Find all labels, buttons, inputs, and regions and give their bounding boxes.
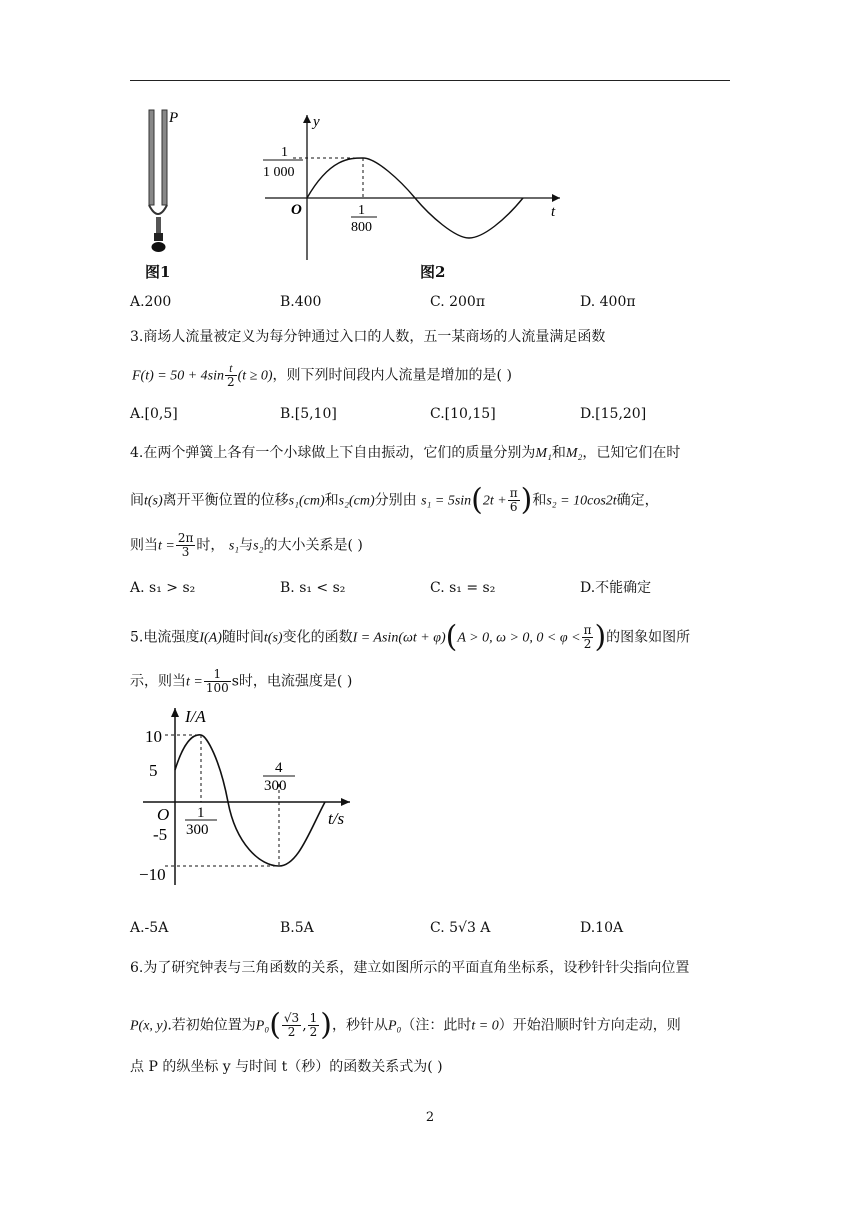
fig1-point-label: P	[169, 110, 179, 126]
q5-x1-num: 1	[197, 805, 205, 821]
q4-option-d: D.不能确定	[580, 580, 652, 596]
q5-x4-num: 4	[275, 760, 283, 776]
q5-t-label: t/s	[328, 809, 345, 828]
q5-y10: 10	[145, 727, 162, 746]
fig2-y-label: y	[313, 114, 320, 130]
q4-line1: 4.在两个弹簧上各有一个小球做上下自由振动，它们的质量分别为M₁和M₂，已知它们在时	[130, 445, 681, 461]
fig2-t-label: t	[551, 204, 556, 220]
q3-line2	[132, 362, 512, 389]
q3-option-d: D.[15,20]	[580, 406, 647, 422]
q5-option-a: A.-5A	[130, 920, 169, 936]
q5-y5: 5	[149, 761, 158, 780]
fig2-xtick-den: 800	[351, 220, 372, 235]
q5-x4-den: 300	[264, 778, 287, 794]
q3-formula-right: (t ≥ 0)	[237, 368, 273, 384]
q3-tail: ，则下列时间段内人流量是增加的是( )	[272, 367, 512, 384]
q2-option-c: C. 200π	[430, 294, 486, 310]
q6-line3: 点 P 的纵坐标 y 与时间 t（秒）的函数关系式为( )	[130, 1059, 443, 1075]
q5-line1: 5.电流强度I(A)随时间t(s)变化的函数I = Asin(ωt + φ)(A > 0, ω > 0, 0 < φ < $\frac{\pi}{2}$ )的图象如图所	[130, 619, 691, 655]
q5-origin: O	[157, 805, 170, 824]
q4-line3: 则当t = $\frac{2\pi}{3}$ 时， s₁与s₂的大小关系是( )	[130, 531, 363, 559]
q5-ym5: -5	[153, 825, 168, 844]
q3-fraction: $\frac{t}{2}$	[227, 361, 235, 389]
q5-option-d: D.10A	[580, 920, 624, 936]
fig2-sine-graph	[255, 110, 575, 265]
q2-option-b: B.400	[280, 294, 322, 310]
q3-option-c: C.[10,15]	[430, 406, 496, 422]
q6-line2: P(x, y).若初始位置为P₀( $\frac{√3}{2}$ , $\frac{1}{2}$ )，秒针从P₀（注：此时t = 0）开始沿顺时针方向走动，则	[130, 1007, 681, 1043]
q4-option-b: B. s₁ < s₂	[280, 580, 346, 596]
q4-line2: 间t(s)离开平衡位置的位移s₁(cm)和s₂(cm)分别由 s₁ = 5sin(2t + $\frac{\pi}{6}$ )和s₂ = 10cos2t确定，	[130, 482, 659, 518]
q4-option-a: A. s₁ > s₂	[130, 580, 196, 596]
fig2-xtick-num: 1	[358, 203, 365, 218]
q5-y-label: I/A	[185, 707, 206, 726]
q2-option-d: D. 400π	[580, 294, 636, 310]
fig2-caption: 图2	[420, 263, 446, 281]
q5-option-c: C. 5√3 A	[430, 920, 491, 936]
fig2-ytick-num: 1	[281, 145, 288, 160]
q4-option-c: C. s₁ = s₂	[430, 580, 496, 596]
q5-x1-den: 300	[186, 822, 209, 838]
q3-line1: 3.商场人流量被定义为每分钟通过入口的人数，五一某商场的人流量满足函数	[130, 329, 606, 345]
tuning-fork-figure	[135, 105, 205, 285]
page-number: 2	[425, 1110, 435, 1125]
q5-current-graph	[135, 700, 365, 890]
fig2-ytick-den: 1 000	[263, 165, 295, 180]
fig2-origin: O	[291, 202, 302, 218]
q3-option-b: B.[5,10]	[280, 406, 337, 422]
q2-option-a: A.200	[130, 294, 172, 310]
fig1-caption: 图1	[145, 263, 171, 281]
q5-line2: 示，则当t = $\frac{1}{100}$ s时，电流强度是( )	[130, 667, 353, 695]
q6-line1: 6.为了研究钟表与三角函数的关系，建立如图所示的平面直角坐标系，设秒针针尖指向位置	[130, 960, 690, 976]
q3-option-a: A.[0,5]	[130, 406, 178, 422]
q5-ym10: −10	[139, 865, 166, 884]
q3-formula-left: F(t) = 50 + 4sin	[132, 368, 224, 384]
header-rule	[130, 80, 730, 81]
q5-option-b: B.5A	[280, 920, 314, 936]
